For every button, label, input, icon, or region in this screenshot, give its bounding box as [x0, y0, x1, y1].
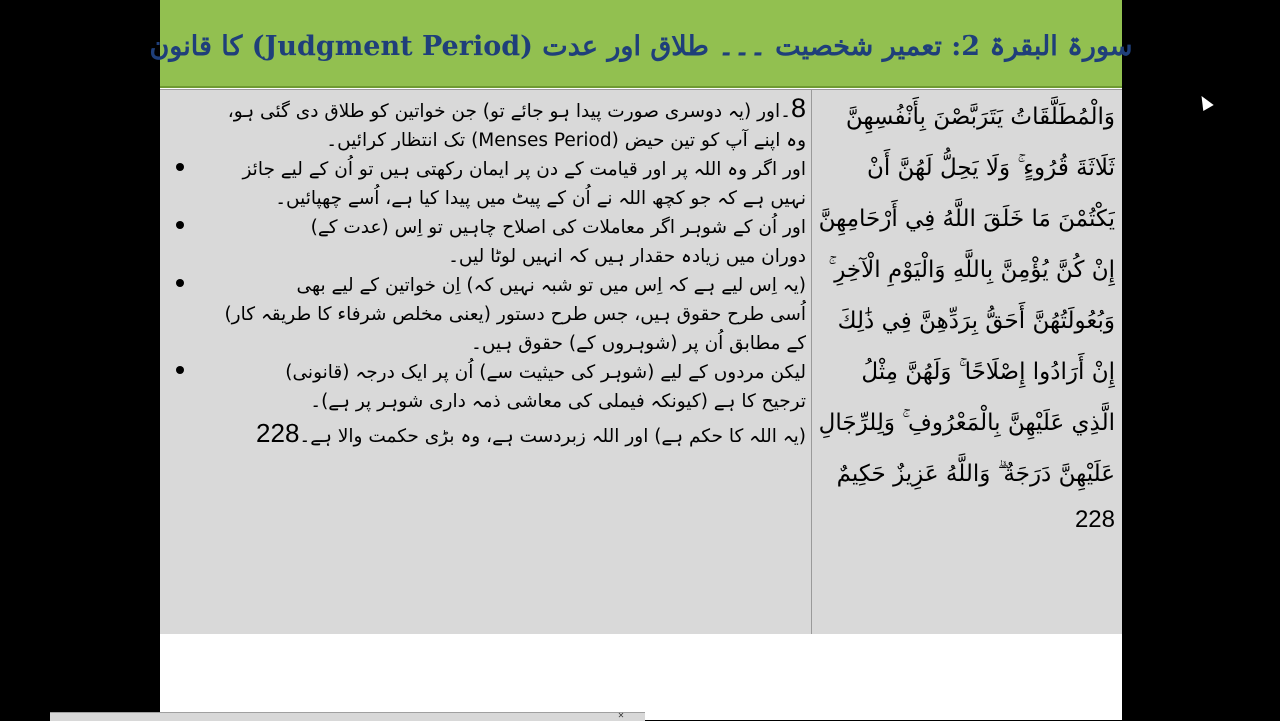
- list-item-line: (یہ اِس لیے ہے کہ اِس میں تو شبہ نہیں کہ) اِن خواتین کے لیے بھی: [296, 275, 806, 296]
- list-item: [210, 213, 806, 271]
- closing-line: [168, 416, 806, 454]
- bullet-icon: [176, 366, 184, 374]
- arabic-line: إِنْ أَرَادُوا إِصْلَاحًا ۚ وَلَهُنَّ مِثْلُ: [861, 359, 1115, 385]
- verse-number: 228: [1074, 506, 1115, 533]
- column-divider: [811, 90, 812, 634]
- arabic-line: الَّذِي عَلَيْهِنَّ بِالْمَعْرُوفِ ۚ وَلِلرِّجَالِ: [818, 410, 1115, 436]
- list-item-line: دوران میں زیادہ حقدار ہیں کہ انہیں لوٹا لیں۔: [448, 246, 806, 267]
- list-item-line: کے مطابق اُن پر (شوہروں کے) حقوق ہیں۔: [471, 333, 806, 354]
- intro-text: ۔اور (یہ دوسری صورت پیدا ہو جائے تو) جن خواتین کو طلاق دی گئی ہو،: [227, 101, 791, 122]
- arabic-verse-column: [815, 92, 1115, 632]
- intro-line-1: [168, 94, 806, 126]
- close-icon[interactable]: ✕: [617, 711, 625, 720]
- list-item-line: نہیں ہے کہ جو کچھ اللہ نے اُن کے پیٹ میں پیدا کیا ہے، اُسے چھپائیں۔: [275, 188, 806, 209]
- urdu-translation-column: [168, 94, 806, 630]
- bullet-icon: [176, 163, 184, 171]
- list-item: [210, 271, 806, 358]
- list-item: [210, 358, 806, 416]
- slide-title: سورۃ البقرۃ 2: تعمیر شخصیت ۔۔۔ طلاق اور عدت (Judgment Period) کا قانون: [149, 30, 1133, 62]
- bullet-icon: [176, 279, 184, 287]
- list-item-line: اور اُن کے شوہر اگر معاملات کی اصلاح چاہیں تو اِس (عدت کے): [310, 217, 806, 238]
- title-bar: [149, 0, 1133, 88]
- intro-line-2: وہ اپنے آپ کو تین حیض (Menses Period) تک انتظار کرائیں۔: [326, 130, 806, 151]
- arabic-line: وَالْمُطَلَّقَاتُ يَتَرَبَّصْنَ بِأَنْفُسِهِنَّ: [845, 104, 1115, 130]
- list-item-line: اور اگر وہ اللہ پر اور قیامت کے دن پر ایمان رکھتی ہیں تو اُن کے لیے جائز: [242, 159, 806, 180]
- arabic-line: إِنْ كُنَّ يُؤْمِنَّ بِاللَّهِ وَالْيَوْمِ الْآخِرِ ۚ: [828, 257, 1115, 283]
- arabic-line: يَكْتُمْنَ مَا خَلَقَ اللَّهُ فِي أَرْحَامِهِنَّ: [818, 206, 1115, 232]
- bullet-icon: [176, 221, 184, 229]
- mouse-cursor-icon: [1196, 93, 1213, 111]
- slide: [149, 0, 1133, 720]
- slide-bottom-area: [160, 634, 1122, 720]
- content-panel: [160, 89, 1122, 635]
- list-item-line: اُسی طرح حقوق ہیں، جس طرح دستور (یعنی مخلص شرفاء کا طریقہ کار): [224, 304, 806, 325]
- list-item-line: ترجیح کا ہے (کیونکہ فیملی کی معاشی ذمہ داری شوہر پر ہے)۔: [310, 391, 806, 412]
- list-item: [210, 155, 806, 213]
- point-number: 8: [790, 94, 806, 123]
- arabic-line: وَبُعُولَتُهُنَّ أَحَقُّ بِرَدِّهِنَّ فِي ذَٰلِكَ: [837, 308, 1115, 334]
- arabic-line: عَلَيْهِنَّ دَرَجَةٌ ۗ وَاللَّهُ عَزِيزٌ حَكِيمٌ: [836, 461, 1115, 487]
- closing-text: (یہ اللہ کا حکم ہے) اور اللہ زبردست ہے، وہ بڑی حکمت والا ہے۔: [299, 426, 806, 447]
- bullet-list: [168, 155, 806, 416]
- closing-verse-number: 228: [256, 418, 300, 448]
- arabic-line: ثَلَاثَةَ قُرُوءٍ ۚ وَلَا يَحِلُّ لَهُنَّ أَنْ: [866, 155, 1115, 181]
- list-item-line: لیکن مردوں کے لیے (شوہر کی حیثیت سے) اُن پر ایک درجہ (قانونی): [285, 362, 806, 383]
